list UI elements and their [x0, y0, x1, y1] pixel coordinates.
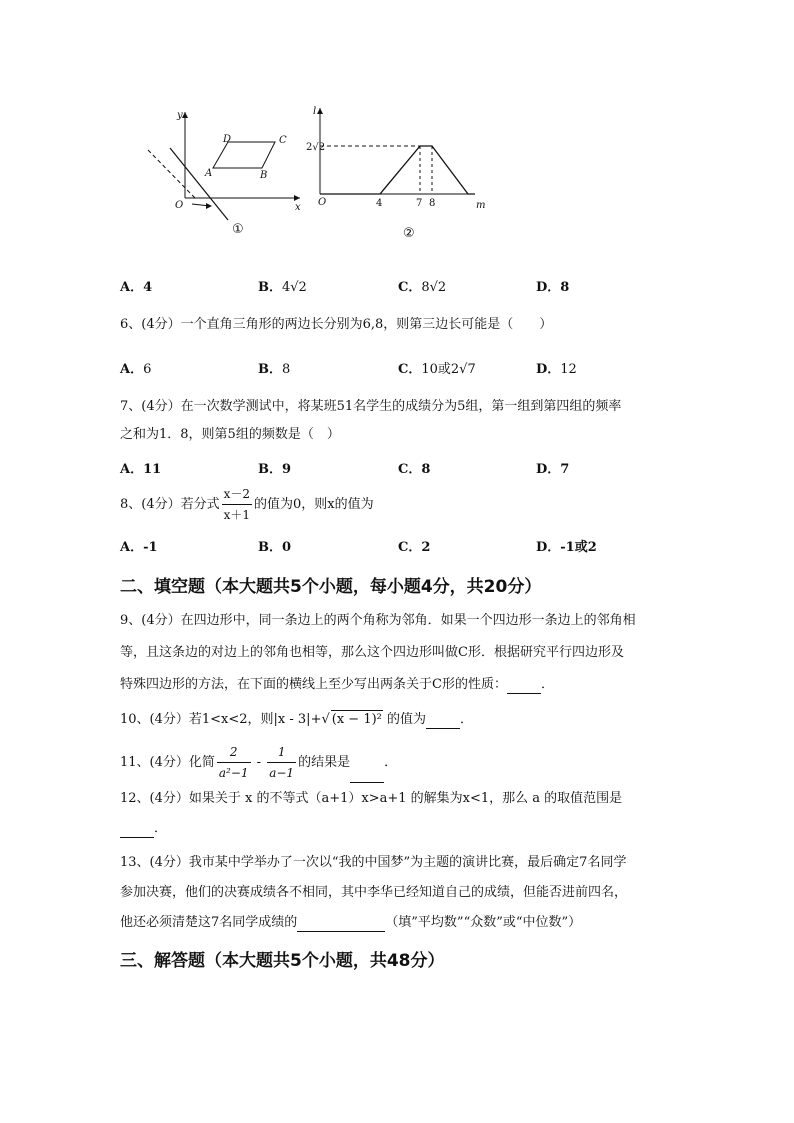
q6-option-c[interactable]: C．10或2√7	[398, 362, 476, 377]
graph-2	[306, 106, 485, 241]
q8-option-d[interactable]: D．-1或2	[536, 540, 597, 555]
svg-text:m: m	[476, 200, 486, 211]
q9-stem-line2: 等，且这条边的对边上的邻角也相等，那么这个四边形叫做C形．根据研究平行四边形及	[120, 645, 624, 660]
svg-text:l: l	[313, 106, 317, 117]
q7-option-d[interactable]: D．7	[536, 462, 570, 477]
q9-stem-line1: 9、(4分）在四边形中，同一条边上的两个角称为邻角．如果一个四边形一条边上的邻角相	[120, 613, 636, 628]
q6-option-a[interactable]: A．6	[120, 362, 152, 377]
q7-option-c[interactable]: C．8	[398, 462, 431, 477]
q5-option-a[interactable]: A．4	[120, 280, 153, 295]
svg-text:8: 8	[429, 198, 436, 209]
svg-text:D: D	[223, 134, 232, 145]
svg-text:4: 4	[376, 198, 383, 209]
q5-options	[120, 276, 680, 296]
q6-option-d[interactable]: D．12	[536, 362, 577, 377]
svg-text:B: B	[260, 170, 268, 181]
svg-text:O: O	[175, 200, 184, 211]
q8-option-a[interactable]: A．-1	[120, 540, 158, 555]
svg-text:7: 7	[416, 198, 423, 209]
q10-sqrt: √ (x − 1)²	[321, 712, 382, 727]
svg-text:①: ①	[232, 222, 244, 237]
q7-option-b[interactable]: B．9	[258, 462, 292, 477]
q9-answer-blank[interactable]	[507, 679, 541, 694]
q8-options	[120, 536, 680, 556]
svg-text:②: ②	[403, 226, 415, 241]
q12-stem-line1: 12、(4分）如果关于 x 的不等式（a+1）x>a+1 的解集为x<1，那么 a 的取值范围是	[120, 791, 623, 806]
q12-stem-line2: ．	[120, 820, 167, 838]
svg-text:y: y	[177, 110, 183, 121]
q10-stem: 10、(4分）若1<x<2，则|x - 3|+√ (x − 1)² 的值为 ．	[120, 712, 474, 727]
figure-graphs	[140, 98, 500, 248]
q5-option-d[interactable]: D．8	[536, 280, 570, 295]
q9-stem-line3: 特殊四边形的方法，在下面的横线上至少写出两条关于C形的性质： ．	[120, 677, 554, 692]
q13-stem-line1: 13、(4分）我市某中学举办了一次以“我的中国梦”为主题的演讲比赛，最后确定7名同学	[120, 855, 627, 870]
svg-text:C: C	[279, 135, 287, 146]
q13-stem-line3: 他还必须清楚这7名同学成绩的 （填”平均数”“众数”或“中位数”）	[120, 915, 582, 930]
q8-option-c[interactable]: C．2	[398, 540, 431, 555]
q7-stem-line1: 7、(4分）在一次数学测试中，将某班51名学生的成绩分为5组，第一组到第四组的频率	[120, 399, 622, 414]
section-heading-fill-in: 二、填空题（本大题共5个小题，每小题4分，共20分）	[120, 577, 542, 597]
q5-option-b[interactable]: B．4√2	[258, 280, 307, 295]
q12-answer-blank[interactable]	[120, 823, 154, 838]
q7-options	[120, 458, 680, 478]
graph-1	[148, 110, 301, 237]
q11-answer-blank[interactable]	[350, 768, 384, 783]
section-heading-solve: 三、解答题（本大题共5个小题，共48分）	[120, 951, 445, 971]
q6-option-b[interactable]: B．8	[258, 362, 291, 377]
q5-option-c[interactable]: C．8√2	[398, 280, 447, 295]
svg-text:x: x	[295, 202, 301, 213]
q8-fraction: $\frac{x-2}{x+1}$	[222, 484, 252, 525]
svg-text:2√2: 2√2	[306, 142, 326, 153]
q8-option-b[interactable]: B．0	[258, 540, 292, 555]
q11-stem: 11、(4分）化简 $\frac{2}{\text{a²−1}}$ - $\frac{1}{a-1}$ 的结果是 ．	[120, 742, 397, 783]
q6-options	[120, 358, 680, 378]
q8-stem: 8、(4分）若分式 $\frac{x-2}{x+1}$ 的值为0，则x的值为	[120, 484, 374, 525]
q13-answer-blank[interactable]	[297, 917, 385, 932]
svg-text:A: A	[205, 168, 213, 179]
q7-option-a[interactable]: A．11	[120, 462, 162, 477]
q10-answer-blank[interactable]	[426, 714, 460, 729]
q6-stem: 6、(4分）一个直角三角形的两边长分别为6,8，则第三边长可能是（ ）	[120, 317, 553, 332]
graphs-svg	[140, 98, 500, 248]
q7-stem-line2: 之和为1．8，则第5组的频数是（ ）	[120, 427, 340, 442]
q13-stem-line2: 参加决赛，他们的决赛成绩各不相同，其中李华已经知道自己的成绩，但能否进前四名，	[120, 885, 628, 900]
svg-text:O: O	[318, 197, 327, 208]
q11-fraction-1: $\frac{2}{\text{a²−1}}$	[217, 742, 251, 783]
q11-fraction-2: $\frac{1}{a-1}$	[267, 742, 296, 783]
